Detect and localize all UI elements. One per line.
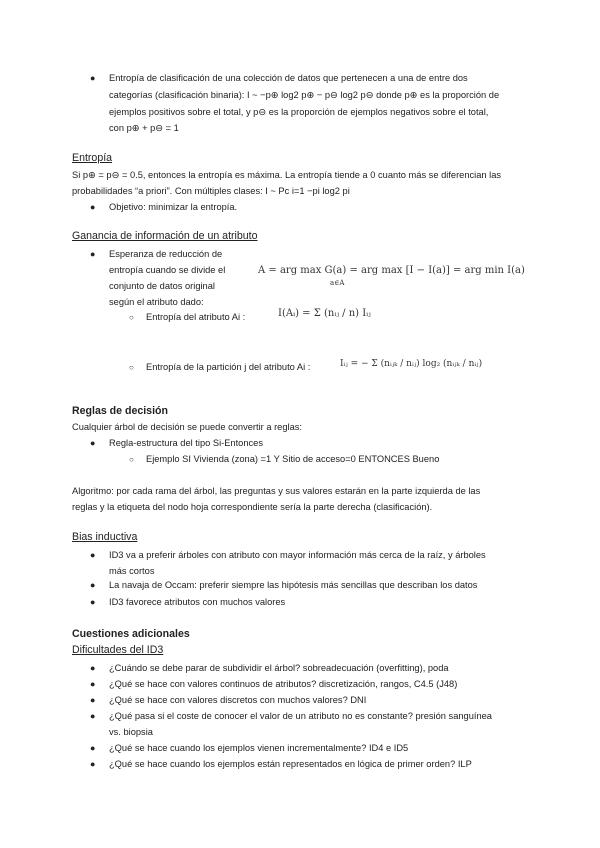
list-item: La navaja de Occam: preferir siempre las hipótesis más sencillas que describan los datos (109, 580, 478, 590)
list-item: ¿Qué pasa si el coste de conocer el valor de un atributo no es constante? presión sanguínea (109, 711, 492, 721)
list-item: ¿Qué se hace con valores discretos con muchos valores? DNI (109, 695, 367, 705)
subsection-heading-dificultades: Dificultades del ID3 (72, 644, 164, 656)
section-heading-reglas: Reglas de decisión (72, 405, 168, 417)
list-item: ¿Qué se hace cuando los ejemplos vienen incrementalmente? ID4 e ID5 (109, 743, 409, 753)
circle-bullet-icon: ○ (129, 363, 134, 372)
formula-entropy-partition: Iᵢⱼ = − Σ (nᵢⱼₖ / nᵢⱼ) log₂ (nᵢⱼₖ / nᵢⱼ) (340, 359, 483, 369)
formula-entropy-attribute: I(Aᵢ) = Σ (nᵢⱼ / n) Iᵢⱼ (278, 308, 371, 319)
bullet-icon: ● (90, 759, 96, 769)
bullet-icon: ● (90, 202, 96, 212)
paragraph-line: entropía cuando se divide el (109, 265, 226, 275)
list-item: ¿Qué se hace con valores continuos de atributos? discretización, rangos, C4.5 (J48) (109, 679, 458, 689)
intro-line: ejemplos positivos sobre el total, y p⊖ es la proporción de ejemplos negativos sobre el total, (109, 107, 489, 117)
paragraph-line: conjunto de datos original (109, 281, 215, 291)
bullet-icon: ● (90, 550, 96, 560)
list-item: más cortos (109, 566, 155, 576)
bullet-icon: ● (90, 695, 96, 705)
list-item: Ejemplo SI Vivienda (zona) =1 Y Sitio de acceso=0 ENTONCES Bueno (146, 454, 440, 464)
list-item: ¿Qué se hace cuando los ejemplos están representados en lógica de primer orden? ILP (109, 759, 472, 769)
paragraph-line: Esperanza de reducción de (109, 249, 223, 259)
section-heading-cuestiones: Cuestiones adicionales (72, 628, 190, 640)
paragraph-line: reglas y la etiqueta del nodo hoja correspondiente sería la parte derecha (clasificación). (72, 502, 433, 512)
bullet-icon: ● (90, 743, 96, 753)
bullet-icon: ● (90, 679, 96, 689)
section-heading-ganancia: Ganancia de información de un atributo (72, 230, 258, 242)
paragraph-line: Cualquier árbol de decisión se puede convertir a reglas: (72, 422, 302, 432)
list-item: ID3 va a preferir árboles con atributo con mayor información más cerca de la raíz, y árboles (109, 550, 486, 560)
list-item: Regla-estructura del tipo Si-Entonces (109, 438, 263, 448)
bullet-icon: ● (90, 597, 96, 607)
paragraph-line: Algoritmo: por cada rama del árbol, las preguntas y sus valores estarán en la parte izquierda de las (72, 486, 481, 496)
intro-line: Entropía de clasificación de una colección de datos que pertenecen a una de entre dos (109, 73, 468, 83)
list-item: Objetivo: minimizar la entropía. (109, 202, 238, 212)
list-item: ¿Cuándo se debe parar de subdividir el árbol? sobreadecuación (overfitting), poda (109, 663, 449, 673)
list-item: ID3 favorece atributos con muchos valores (109, 597, 286, 607)
section-heading-entropia: Entropía (72, 152, 113, 164)
circle-bullet-icon: ○ (129, 455, 134, 464)
formula-text: A = arg max G(a) = arg max [I − I(a)] = arg min I(a) (258, 265, 525, 276)
list-item: Entropía del atributo Ai : (146, 312, 246, 322)
formula-main (258, 265, 525, 276)
intro-line: con p⊕ + p⊖ = 1 (109, 123, 179, 133)
paragraph-line: según el atributo dado: (109, 297, 204, 307)
intro-line: categorías (clasificación binaria): I ~ −p⊕ log2 p⊕ − p⊖ log2 p⊖ donde p⊕ es la proporción de (109, 90, 500, 100)
circle-bullet-icon: ○ (129, 313, 134, 322)
paragraph-line: Si p⊕ = p⊖ = 0.5, entonces la entropía es máxima. La entropía tiende a 0 cuanto más se diferencian las (72, 170, 502, 180)
formula-subscript: a∈A (330, 279, 345, 287)
bullet-icon: ● (90, 438, 96, 448)
section-heading-bias: Bias inductiva (72, 531, 138, 543)
bullet-icon: ● (90, 73, 96, 83)
paragraph-line: probabilidades “a priori”. Con múltiples clases: I ~ Pc i=1 −pi log2 pi (72, 186, 350, 196)
bullet-icon: ● (90, 249, 96, 259)
bullet-icon: ● (90, 663, 96, 673)
bullet-icon: ● (90, 711, 96, 721)
bullet-icon: ● (90, 580, 96, 590)
list-item: Entropía de la partición j del atributo Ai : (146, 362, 311, 372)
list-item: vs. biopsia (109, 727, 153, 737)
